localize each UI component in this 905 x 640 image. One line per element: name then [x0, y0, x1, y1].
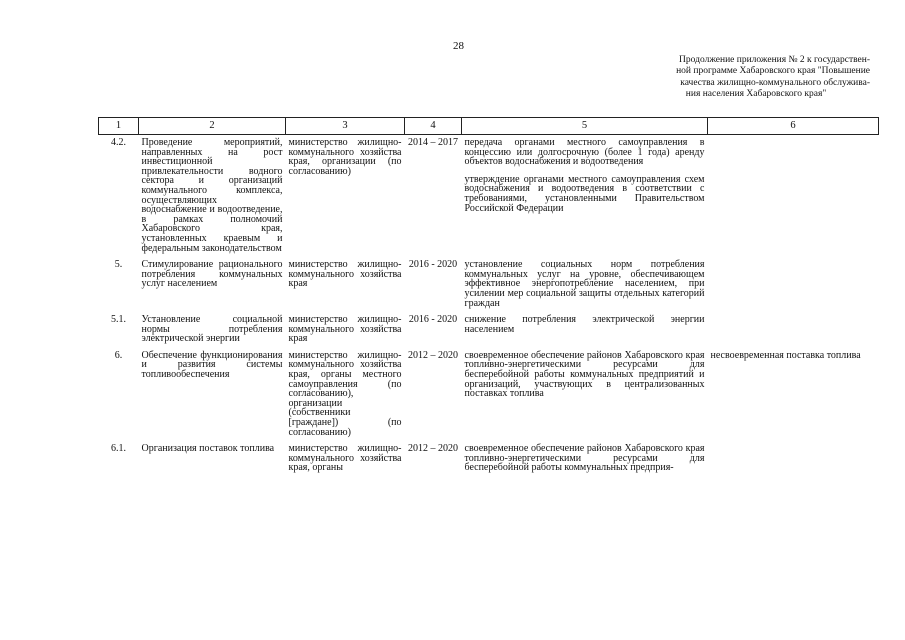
table-row: [99, 441, 879, 477]
table-header-row: [99, 118, 879, 135]
column-header: 3: [286, 118, 405, 135]
measure-executor: министерство жилищно-коммунального хозяйства края, органы: [288, 443, 402, 474]
column-header: 4: [405, 118, 462, 135]
measure-executor: министерство жилищно-коммунального хозяйства края, организации (по согласованию): [288, 137, 402, 177]
result-paragraph: утверждение органами местного самоуправления схем водоснабжения и водоотведения в соответствии с требованиями, установленными Правительством Российской Федерации: [464, 173, 705, 214]
measure-consequences: [708, 312, 879, 348]
result-paragraph: своевременное обеспечение районов Хабаровского края топливно-энергетическими ресурсами для бесперебойной работы коммунальных предприя-: [464, 443, 705, 474]
measure-period: 2012 – 2020: [408, 443, 458, 455]
table-row: [99, 135, 879, 258]
measure-name: Проведение мероприятий, направленных на рост инвестиционной привлекательности водного сектора и организаций коммунального комплекса, осуществляющих водоснабжение и водоотведение, в рамках полномочий Хабаровского края, установленных краевым и федеральным законодательством: [141, 137, 283, 254]
measure-executor: министерство жилищно-коммунального хозяйства края, органы местного самоуправления (по согласованию), организации (собственники [граждане]) (по согласованию): [288, 349, 402, 438]
result-paragraph: передача органами местного самоуправления в концессию или долгосрочную (более 1 года) аренду объектов водоснабжения и водоотведения: [464, 137, 705, 168]
measure-consequences: [708, 135, 879, 258]
continuation-line: Продолжение приложения № 2 к государствен-: [679, 55, 870, 65]
measure-executor: министерство жилищно-коммунального хозяйства края: [288, 259, 402, 290]
measure-number: 5.1.: [111, 314, 126, 326]
measure-consequences: [708, 257, 879, 312]
measure-executor: министерство жилищно-коммунального хозяйства края: [288, 314, 402, 345]
measure-period: 2016 - 2020: [408, 314, 458, 326]
program-measures-table: [98, 117, 879, 477]
continuation-line: ной программе Хабаровского края "Повышение: [676, 66, 870, 77]
continuation-line: ния населения Хабаровского края": [685, 88, 827, 99]
measure-name: Обеспечение функционирования и развития системы топливообеспечения: [141, 349, 283, 381]
measure-results: [462, 312, 708, 348]
measure-name: Организация поставок топлива: [141, 443, 275, 455]
measure-number: 4.2.: [111, 137, 126, 148]
page-number: 28: [453, 40, 464, 52]
measure-results: [462, 348, 708, 441]
column-header: 2: [139, 118, 286, 135]
appendix-continuation-note: [642, 55, 870, 100]
column-header: 5: [462, 118, 708, 135]
result-paragraph: установление социальных норм потребления коммунальных услуг на уровне, обеспечивающем эффективное энергопотребление населением, при усилении мер социальной защиты отдельных категорий граждан: [464, 259, 705, 309]
measure-number: 5.: [114, 259, 123, 271]
measure-consequences: [708, 441, 879, 477]
measure-period: 2014 – 2017: [408, 137, 458, 148]
continuation-line: качества жилищно-коммунального обслужива-: [680, 77, 870, 88]
table-row: [99, 312, 879, 348]
measure-period: 2012 – 2020: [408, 349, 458, 361]
measure-name: Стимулирование рационального потребления коммунальных услуг населением: [141, 259, 283, 290]
column-header: 1: [99, 118, 139, 135]
measure-number: 6.: [114, 349, 123, 361]
measure-period: 2016 - 2020: [408, 259, 458, 271]
measure-name: Установление социальной нормы потребления электрической энергии: [141, 314, 283, 345]
measure-results: [462, 135, 708, 258]
result-paragraph: снижение потребления электрической энергии населением: [464, 314, 705, 335]
measure-results: [462, 257, 708, 312]
measure-results: [462, 441, 708, 477]
table-row: [99, 348, 879, 441]
column-header: 6: [708, 118, 879, 135]
table-row: [99, 257, 879, 312]
measure-consequences: несвоевременная поставка топлива: [710, 349, 861, 361]
result-paragraph: своевременное обеспечение районов Хабаровского края топливно-энергетическими ресурсами для бесперебойной работы коммунальных предприятий и организаций, участвующих в централизованных поставках топлива: [464, 349, 705, 400]
measure-number: 6.1.: [111, 443, 126, 455]
